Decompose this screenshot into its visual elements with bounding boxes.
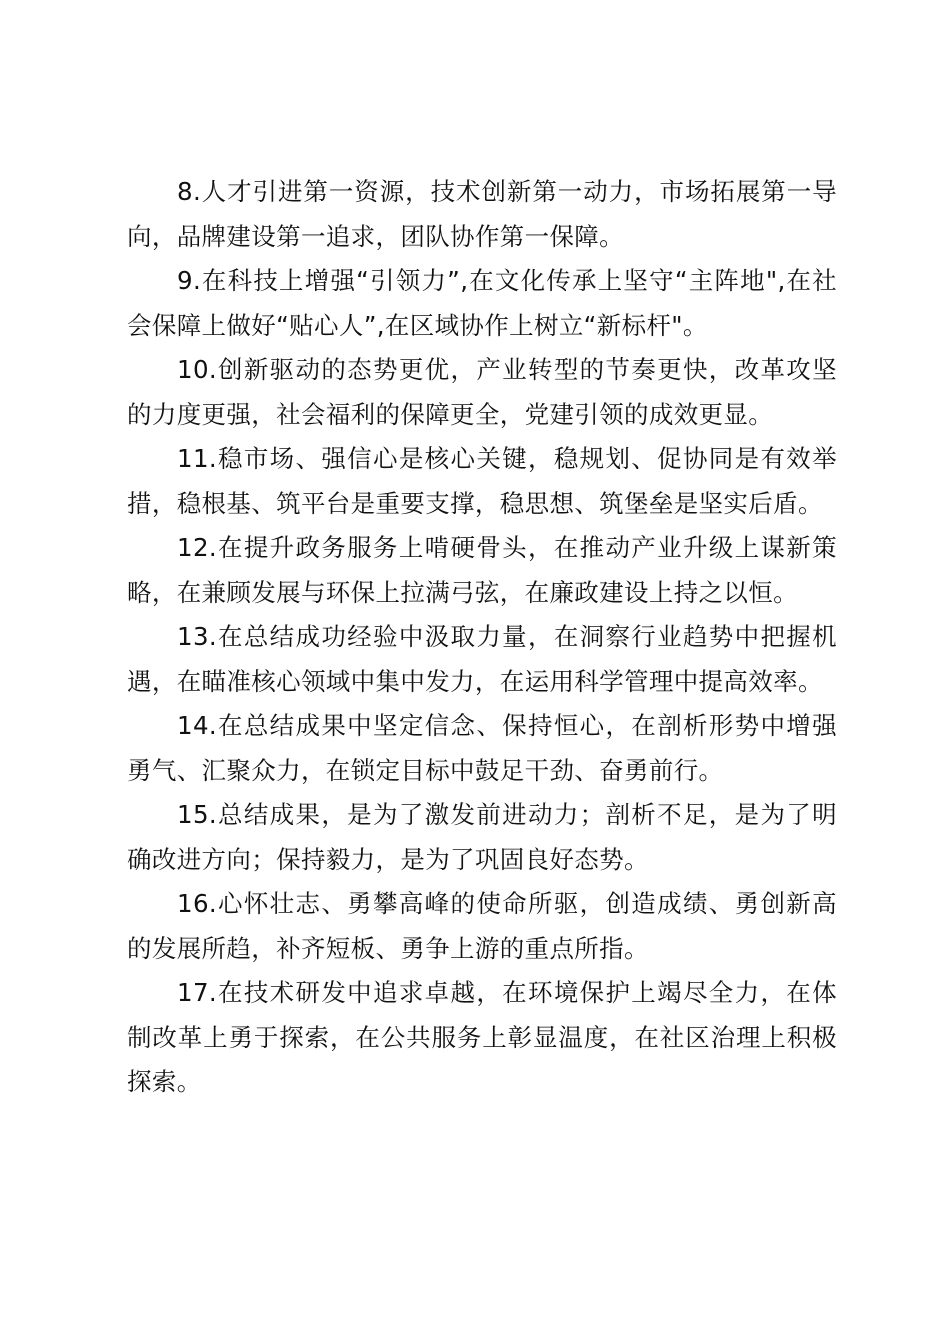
paragraph-17: 17.在技术研发中追求卓越，在环境保护上竭尽全力，在体制改革上勇于探索，在公共服务上彰显温度，在社区治理上积极探索。 xyxy=(127,978,837,1096)
paragraph-13: 13.在总结成功经验中汲取力量，在洞察行业趋势中把握机遇，在瞄准核心领域中集中发力，在运用科学管理中提高效率。 xyxy=(127,622,837,696)
paragraph-16: 16.心怀壮志、勇攀高峰的使命所驱，创造成绩、勇创新高的发展所趋，补齐短板、勇争上游的重点所指。 xyxy=(127,889,837,963)
paragraph-15: 15.总结成果，是为了激发前进动力；剖析不足，是为了明确改进方向；保持毅力，是为了巩固良好态势。 xyxy=(127,800,837,874)
paragraph-8: 8.人才引进第一资源，技术创新第一动力，市场拓展第一导向，品牌建设第一追求，团队协作第一保障。 xyxy=(127,177,837,251)
document-body xyxy=(127,170,837,1105)
paragraph-14: 14.在总结成果中坚定信念、保持恒心，在剖析形势中增强勇气、汇聚众力，在锁定目标中鼓足干劲、奋勇前行。 xyxy=(127,711,837,785)
paragraph-11: 11.稳市场、强信心是核心关键，稳规划、促协同是有效举措，稳根基、筑平台是重要支撑，稳思想、筑堡垒是坚实后盾。 xyxy=(127,444,837,518)
paragraph-9: 9.在科技上增强“引领力”,在文化传承上坚守“主阵地",在社会保障上做好“贴心人”,在区域协作上树立“新标杆"。 xyxy=(127,266,837,340)
paragraph-12: 12.在提升政务服务上啃硬骨头，在推动产业升级上谋新策略，在兼顾发展与环保上拉满弓弦，在廉政建设上持之以恒。 xyxy=(127,533,837,607)
paragraph-10: 10.创新驱动的态势更优，产业转型的节奏更快，改革攻坚的力度更强，社会福利的保障更全，党建引领的成效更显。 xyxy=(127,355,837,429)
